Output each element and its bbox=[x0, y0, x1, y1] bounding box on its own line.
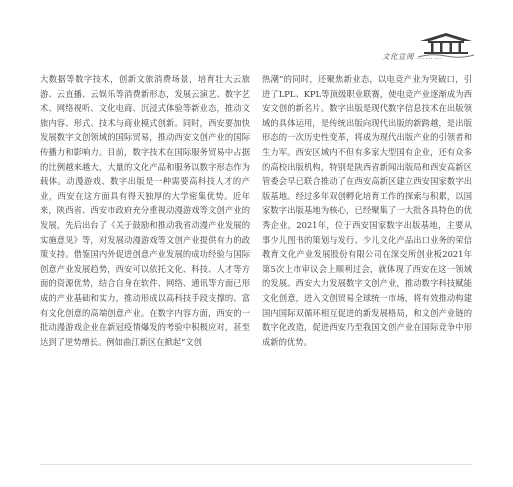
right-column-paragraph: 热潮”的同时，还聚焦新业态，以电竞产业为突破口，引进了LPL、KPL等顶级职业联赛，使电竞产业逐渐成为西安文创的新名片。数字出版是现代数字信息技术在出版领域的具体运用，是传统出版向现代出版的新跨越，是出版形态的一次历史性变革，将成为现代出版产业的引领者和生力军。西安区域内不但有多家大型国有企业，还有众多的高校出版机构，特别是陕西省新闻出版局和西安高新区管委会早已联合推动了在西安高新区建立西安国家数字出版基地。经过多年双创孵化培育工作的探索与积累，以国家数字出版基地为核心，已经聚集了一大批各具特色的优秀企业，2021年，位于西安国家数字出版基地，主要从事少儿图书的策划与发行、少儿文化产品出口业务的荣信教育文化产业发展股份有限公司在深交所创业板2021年第5次上市审议会上顺利过会，就体现了西安在这一领域的发展。西安大力发展数字文创产业，推动数字科技赋能文化创意，进入文创贸易全球统一市场，将有效推动构建国内国际双循环相互促进的新发展格局，和文创产业链的数字化改造，促进西安乃至我国文创产业在国际竞争中形成新的优势。 bbox=[262, 74, 472, 347]
bottom-rule bbox=[40, 464, 472, 465]
section-label bbox=[382, 51, 442, 62]
left-column-paragraph: 大数据等数字技术，创新文旅消费场景，培育壮大云旅游、云直播、云娱乐等消费新形态，发展云演艺、数字艺术、网络视听、文化电商、沉浸式体验等新业态，推动文旅内容、形式、技术与商业模式创新。同时，西安要加快发展数字文创领域的国际贸易，推动西安文创产业的国际传播力和影响力。目前，数字技术在国际服务贸易中占据的比例越来越大，大量的文化产品和服务以数字形态作为载体。动漫游戏、数字出版是一种需要高科技人才的产业，西安在这方面具有得天独厚的大学密集优势。近年来，陕西省、西安市政府充分重视动漫游戏等文创产业的发展，先后出台了《关于鼓励和推动我省动漫产业发展的实施意见》等，对发展动漫游戏等文创产业提供有力的政策支持。借鉴国内外促进创意产业发展的成功经验与国际创意产业发展趋势，西安可以依托文化、科技、人才等方面的资源优势，结合自身在软件、网络、通讯等方面已形成的产业基础和实力，推动形成以高科技手段支撑的、富有文化创意的高端创意产业。在数字内容方面，西安的一批动漫游戏企业在新冠疫情爆发的考验中积极应对，甚至达到了逆势增长。例如曲江新区在掀起“文创 bbox=[40, 74, 250, 347]
right-column bbox=[262, 72, 472, 349]
left-column bbox=[40, 72, 250, 349]
section-label-text: 文化宣阅 bbox=[382, 52, 414, 61]
section-label-dots: ……… bbox=[416, 52, 443, 61]
page-header bbox=[330, 32, 480, 62]
